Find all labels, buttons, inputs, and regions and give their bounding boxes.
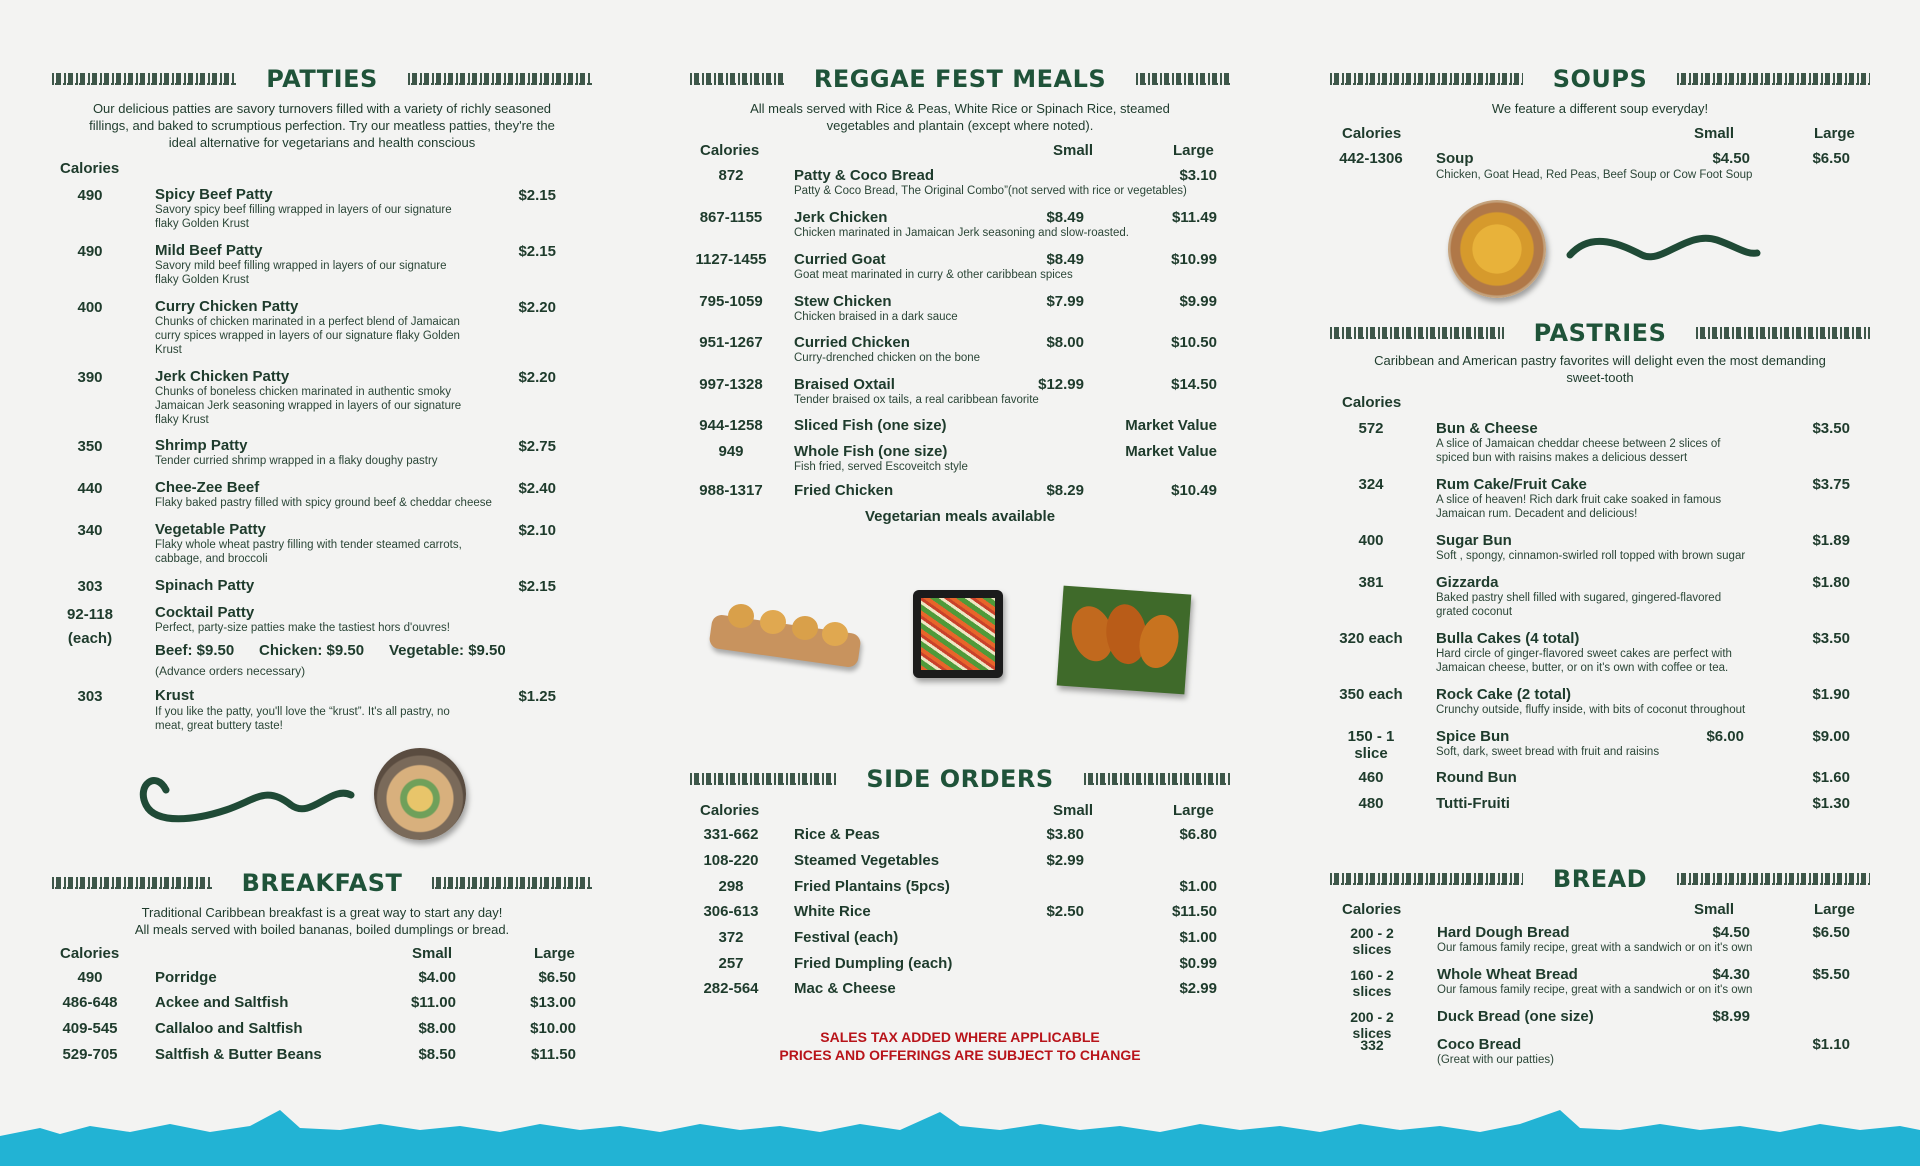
desc-line: curry spices wrapped in layers of our signature flaky Golden <box>155 330 460 342</box>
pattern-divider <box>52 877 212 889</box>
intro-line: ideal alternative for vegetarians and health conscious <box>168 135 476 150</box>
item-small-price: $11.00 <box>410 994 456 1011</box>
item-large-price: $11.49 <box>1171 209 1217 226</box>
reggae-intro <box>690 100 1230 134</box>
item-large-price: Market Value <box>1125 417 1217 434</box>
item-calories: 572 <box>1358 420 1384 437</box>
item-desc: (Great with our patties) <box>1437 1054 1554 1066</box>
item-price: $2.75 <box>518 438 556 455</box>
item-calories: (each) <box>67 630 113 647</box>
item-desc <box>155 385 461 427</box>
item-calories: 490 <box>77 969 103 986</box>
item-price: $2.40 <box>518 480 556 497</box>
item-desc <box>155 203 452 231</box>
item-desc <box>1436 437 1720 465</box>
item-calories: 350 each <box>1339 686 1403 703</box>
footer-grass-decoration <box>0 1106 1920 1166</box>
item-calories: 150 - 1 slice <box>1347 728 1395 762</box>
item-desc: Chicken, Goat Head, Red Peas, Beef Soup or Cow Foot Soup <box>1436 169 1753 181</box>
item-name: Jerk Chicken <box>794 209 888 226</box>
tax-line: PRICES AND OFFERINGS ARE SUBJECT TO CHANGE <box>779 1047 1141 1063</box>
intro-line: Our delicious patties are savory turnovers filled with a variety of richly seasoned <box>92 101 552 116</box>
desc-line: Flaky whole wheat pastry filling with tender steamed carrots, <box>155 539 462 551</box>
item-calories: 320 each <box>1339 630 1403 647</box>
calories-header: Calories <box>700 142 760 159</box>
item-small-price: $4.30 <box>1712 966 1750 983</box>
item-desc: Tender braised ox tails, a real caribbean favorite <box>794 394 1039 406</box>
item-calories: 200 - 2 slices <box>1350 925 1394 957</box>
desc-line: Tender curried shrimp wrapped in a flaky doughy pastry <box>155 455 438 467</box>
item-large-price: $1.30 <box>1812 795 1850 812</box>
item-calories: 331-662 <box>703 826 759 843</box>
soups-intro: We feature a different soup everyday! <box>1491 101 1709 116</box>
small-header: Small <box>1694 901 1735 918</box>
item-large-price: $3.50 <box>1812 420 1850 437</box>
item-name: Krust <box>155 687 195 704</box>
calories-header: Calories <box>700 802 760 819</box>
item-name: Stew Chicken <box>794 293 892 310</box>
item-small-price: $3.80 <box>1046 826 1084 843</box>
item-price: $2.20 <box>518 299 556 316</box>
item-desc <box>155 454 438 468</box>
desc-line: flaky Krust <box>155 414 209 426</box>
desc-line: flaky Golden Krust <box>155 218 249 230</box>
item-price: $2.15 <box>518 187 556 204</box>
intro-line: All meals served with Rice & Peas, White Rice or Spinach Rice, steamed <box>750 101 1170 116</box>
item-name: Shrimp Patty <box>155 437 248 454</box>
item-desc <box>1436 647 1732 675</box>
large-header: Large <box>1173 142 1214 159</box>
desc-line: A slice of Jamaican cheddar cheese between 2 slices of <box>1436 438 1721 450</box>
item-calories: 390 <box>77 369 103 386</box>
item-calories: 490 <box>77 187 103 204</box>
pattern-divider <box>408 73 592 85</box>
desc-line: Baked pastry shell filled with sugared, gingered-flavored <box>1436 592 1722 604</box>
item-name: Spicy Beef Patty <box>155 186 273 203</box>
squiggle-decoration <box>1562 225 1762 275</box>
item-large-price: $11.50 <box>530 1046 576 1063</box>
item-small-price: $8.50 <box>418 1046 456 1063</box>
item-large-price: $1.10 <box>1812 1036 1850 1053</box>
item-calories: 867-1155 <box>699 209 763 226</box>
pattern-divider <box>690 773 836 785</box>
item-name: Fried Dumpling (each) <box>794 955 953 972</box>
intro-line: All meals served with boiled bananas, boiled dumplings or bread. <box>134 922 510 937</box>
patties-intro <box>52 100 592 151</box>
calories-header: Calories <box>1342 125 1402 142</box>
desc-line: Savory mild beef filling wrapped in layers of our signature <box>155 260 447 272</box>
item-desc: Patty & Coco Bread, The Original Combo”(not served with rice or vegetables) <box>794 185 1187 197</box>
intro-line: vegetables and plantain (except where noted). <box>826 118 1094 133</box>
pattern-divider <box>1330 873 1523 885</box>
squiggle-decoration <box>136 760 366 830</box>
small-header: Small <box>1053 802 1094 819</box>
item-calories: 372 <box>718 929 744 946</box>
item-calories: 200 - 2 slices <box>1350 1009 1394 1041</box>
item-large-price: $1.00 <box>1179 878 1217 895</box>
item-name: Duck Bread (one size) <box>1437 1008 1594 1025</box>
item-small-price: $8.99 <box>1712 1008 1750 1025</box>
item-calories: 324 <box>1358 476 1384 493</box>
item-calories: 480 <box>1358 795 1384 812</box>
item-name: Sliced Fish (one size) <box>794 417 947 434</box>
item-desc <box>155 538 462 566</box>
intro-line: fillings, and baked to scrumptious perfection. Try our meatless patties, they're the <box>89 118 555 133</box>
pattern-divider <box>1677 873 1870 885</box>
item-calories: 442-1306 <box>1339 150 1403 167</box>
item-calories: 298 <box>718 878 744 895</box>
item-large-price: $6.50 <box>1812 150 1850 167</box>
item-calories: 997-1328 <box>699 376 763 393</box>
item-small-price: $2.50 <box>1046 903 1084 920</box>
pattern-divider <box>1330 327 1504 339</box>
item-calories: 257 <box>718 955 744 972</box>
item-name: Curry Chicken Patty <box>155 298 299 315</box>
item-calories: 944-1258 <box>699 417 763 434</box>
plantain-leaf-image <box>1057 586 1192 695</box>
section-title: SOUPS <box>1552 65 1648 93</box>
item-name: Rice & Peas <box>794 826 880 843</box>
item-name: Vegetable Patty <box>155 521 266 538</box>
intro-line: sweet-tooth <box>1566 370 1634 385</box>
pastries-header <box>1330 318 1870 348</box>
item-small-price: $6.00 <box>1706 728 1744 745</box>
item-calories: 951-1267 <box>699 334 763 351</box>
breakfast-intro <box>52 904 592 938</box>
item-name: Festival (each) <box>794 929 899 946</box>
desc-line: Chunks of boneless chicken marinated in authentic smoky <box>155 386 451 398</box>
item-calories: 340 <box>77 522 103 539</box>
item-desc <box>155 496 492 510</box>
desc-line: A slice of heaven! Rich dark fruit cake soaked in famous <box>1436 494 1722 506</box>
item-name: Rum Cake/Fruit Cake <box>1436 476 1587 493</box>
tax-line: SALES TAX ADDED WHERE APPLICABLE <box>820 1029 1100 1045</box>
item-calories: 303 <box>77 688 103 705</box>
item-calories: 1127-1455 <box>695 251 767 268</box>
item-desc: Our famous family recipe, great with a sandwich or on it's own <box>1437 942 1753 954</box>
breakfast-header <box>52 868 592 898</box>
item-large-price: $1.00 <box>1179 929 1217 946</box>
festival-tray-image <box>710 596 860 666</box>
item-name: Braised Oxtail <box>794 376 895 393</box>
item-name: Coco Bread <box>1437 1036 1522 1053</box>
item-desc: Our famous family recipe, great with a sandwich or on it's own <box>1437 984 1753 996</box>
item-desc: Fish fried, served Escoveitch style <box>794 461 968 473</box>
calories-header: Calories <box>60 945 120 962</box>
item-name: Round Bun <box>1436 769 1517 786</box>
pattern-divider <box>432 877 592 889</box>
item-large-price: $1.60 <box>1812 769 1850 786</box>
item-name: Chee-Zee Beef <box>155 479 260 496</box>
item-desc <box>1436 591 1721 619</box>
item-calories: 460 <box>1358 769 1384 786</box>
item-desc <box>155 259 446 287</box>
item-large-price: $5.50 <box>1812 966 1850 983</box>
item-price: $2.10 <box>518 522 556 539</box>
item-calories: 160 - 2 slices <box>1350 967 1394 999</box>
item-name: Jerk Chicken Patty <box>155 368 290 385</box>
item-price: $2.15 <box>518 243 556 260</box>
desc-line: meat, great buttery taste! <box>155 720 283 732</box>
pattern-divider <box>52 73 236 85</box>
intro-line: Traditional Caribbean breakfast is a great way to start any day! <box>141 905 503 920</box>
item-calories: 350 <box>77 438 103 455</box>
pattern-divider <box>690 73 784 85</box>
item-name: Mild Beef Patty <box>155 242 263 259</box>
item-desc <box>1436 549 1745 563</box>
item-name: Mac & Cheese <box>794 980 896 997</box>
item-name: Whole Fish (one size) <box>794 443 948 460</box>
section-title: PATTIES <box>266 65 378 93</box>
item-name: Callaloo and Saltfish <box>155 1020 303 1037</box>
item-calories: 92-118 <box>67 606 113 623</box>
item-desc: Curry-drenched chicken on the bone <box>794 352 981 364</box>
item-desc: Chicken marinated in Jamaican Jerk seasoning and slow-roasted. <box>794 227 1129 239</box>
item-calories: 490 <box>77 243 103 260</box>
item-name: Fried Plantains (5pcs) <box>794 878 950 895</box>
item-desc <box>1436 745 1659 759</box>
item-calories: 332 <box>1360 1037 1384 1053</box>
cocktail-option-vegetable: Vegetable: $9.50 <box>389 642 506 659</box>
item-calories: 529-705 <box>62 1046 118 1063</box>
item-calories: 949 <box>718 443 744 460</box>
desc-line: flaky Golden Krust <box>155 274 249 286</box>
item-name: Gizzarda <box>1436 574 1499 591</box>
item-desc <box>155 705 450 733</box>
tax-notice <box>690 1028 1230 1064</box>
small-header: Small <box>1694 125 1735 142</box>
cocktail-option-chicken: Chicken: $9.50 <box>259 642 365 659</box>
soups-header <box>1330 64 1870 94</box>
section-title: SIDE ORDERS <box>866 765 1054 793</box>
item-name: Cocktail Patty <box>155 604 255 621</box>
desc-line: grated coconut <box>1436 606 1513 618</box>
item-calories: 988-1317 <box>699 482 763 499</box>
small-header: Small <box>1053 142 1094 159</box>
item-large-price: $6.50 <box>1812 924 1850 941</box>
item-large-price: $10.50 <box>1171 334 1217 351</box>
item-name: White Rice <box>794 903 871 920</box>
desc-line: Jamaican Jerk seasoning wrapped in layers of our signature <box>155 400 462 412</box>
item-small-price: $7.99 <box>1046 293 1084 310</box>
section-title: PASTRIES <box>1533 319 1667 347</box>
item-name: Fried Chicken <box>794 482 894 499</box>
desc-line: Krust <box>155 344 182 356</box>
reggae-header <box>690 64 1230 94</box>
item-desc: Goat meat marinated in curry & other caribbean spices <box>794 269 1073 281</box>
large-header: Large <box>1814 125 1855 142</box>
item-small-price: $4.50 <box>1712 924 1750 941</box>
item-calories: 108-220 <box>703 852 759 869</box>
item-name: Whole Wheat Bread <box>1437 966 1578 983</box>
item-small-price: $8.29 <box>1046 482 1084 499</box>
item-small-price: $4.50 <box>1712 150 1750 167</box>
item-large-price: $14.50 <box>1171 376 1217 393</box>
item-large-price: $10.99 <box>1171 251 1217 268</box>
pastries-intro <box>1330 352 1870 386</box>
intro-line: Caribbean and American pastry favorites will delight even the most demanding <box>1374 353 1826 368</box>
desc-line: Savory spicy beef filling wrapped in layers of our signature <box>155 204 452 216</box>
item-calories: 795-1059 <box>699 293 763 310</box>
desc-line: Soft, dark, sweet bread with fruit and raisins <box>1436 746 1660 758</box>
item-small-price: $8.00 <box>418 1020 456 1037</box>
salad-bowl-image <box>913 590 1003 678</box>
item-large-price: $10.49 <box>1171 482 1217 499</box>
item-large-price: $0.99 <box>1179 955 1217 972</box>
item-desc: Perfect, party-size patties make the tastiest hors d'ouvres! <box>155 622 450 634</box>
item-large-price: $13.00 <box>530 994 576 1011</box>
vegetarian-note: Vegetarian meals available <box>864 508 1056 525</box>
item-price: $2.15 <box>518 578 556 595</box>
item-calories: 400 <box>77 299 103 316</box>
item-small-price: $8.49 <box>1046 251 1084 268</box>
item-large-price: $10.00 <box>530 1020 576 1037</box>
calories-header: Calories <box>1342 394 1402 411</box>
item-calories: 306-613 <box>703 903 759 920</box>
item-large-price: Market Value <box>1125 443 1217 460</box>
item-calories: 409-545 <box>62 1020 118 1037</box>
calories-header: Calories <box>60 160 120 177</box>
desc-line: Jamaican cheese, butter, or on it's own with coffee or tea. <box>1436 662 1729 674</box>
item-large-price: $2.99 <box>1179 980 1217 997</box>
desc-line: cabbage, and broccoli <box>155 553 268 565</box>
item-small-price: $2.99 <box>1046 852 1084 869</box>
side-orders-header <box>690 764 1230 794</box>
large-header: Large <box>1173 802 1214 819</box>
item-name: Spice Bun <box>1436 728 1510 745</box>
item-name: Bun & Cheese <box>1436 420 1538 437</box>
large-header: Large <box>534 945 575 962</box>
item-desc: Chicken braised in a dark sauce <box>794 311 958 323</box>
section-title: BREAD <box>1552 865 1648 893</box>
desc-line: spiced bun with raisins makes a delicious dessert <box>1436 452 1688 464</box>
calories-header: Calories <box>1342 901 1402 918</box>
item-calories: 872 <box>718 167 744 184</box>
item-large-price: $11.50 <box>1171 903 1217 920</box>
pattern-divider <box>1330 73 1523 85</box>
large-header: Large <box>1814 901 1855 918</box>
patty-plate-image <box>374 748 466 840</box>
item-large-price: $1.80 <box>1812 574 1850 591</box>
desc-line: Flaky baked pastry filled with spicy ground beef & cheddar cheese <box>155 497 492 509</box>
item-small-price: $8.00 <box>1046 334 1084 351</box>
item-name: Hard Dough Bread <box>1437 924 1570 941</box>
pattern-divider <box>1136 73 1230 85</box>
pattern-divider <box>1084 773 1230 785</box>
item-calories: 400 <box>1358 532 1384 549</box>
item-calories: 303 <box>77 578 103 595</box>
item-small-price: $4.00 <box>418 969 456 986</box>
item-name: Porridge <box>155 969 217 986</box>
item-calories: 486-648 <box>62 994 118 1011</box>
item-name: Saltfish & Butter Beans <box>155 1046 322 1063</box>
item-name: Tutti-Fruiti <box>1436 795 1510 812</box>
item-price: $2.20 <box>518 369 556 386</box>
item-calories: 381 <box>1358 574 1384 591</box>
item-small-price: $12.99 <box>1038 376 1084 393</box>
item-large-price: $9.00 <box>1812 728 1850 745</box>
item-name: Patty & Coco Bread <box>794 167 935 184</box>
item-calories: 440 <box>77 480 103 497</box>
desc-line: If you like the patty, you'll love the “krust”. It's all pastry, no <box>155 706 450 718</box>
item-desc <box>1436 493 1721 521</box>
section-title: REGGAE FEST MEALS <box>813 65 1107 93</box>
section-title: BREAKFAST <box>241 869 403 897</box>
item-name: Sugar Bun <box>1436 532 1512 549</box>
item-name: Spinach Patty <box>155 577 255 594</box>
item-large-price: $3.10 <box>1179 167 1217 184</box>
item-large-price: $1.90 <box>1812 686 1850 703</box>
item-name: Ackee and Saltfish <box>155 994 289 1011</box>
desc-line: Chunks of chicken marinated in a perfect blend of Jamaican <box>155 316 460 328</box>
item-name: Rock Cake (2 total) <box>1436 686 1572 703</box>
item-large-price: $6.50 <box>538 969 576 986</box>
patties-header <box>52 64 592 94</box>
pattern-divider <box>1696 327 1870 339</box>
desc-line: Hard circle of ginger-flavored sweet cakes are perfect with <box>1436 648 1732 660</box>
item-large-price: $9.99 <box>1179 293 1217 310</box>
item-large-price: $3.75 <box>1812 476 1850 493</box>
item-name: Steamed Vegetables <box>794 852 940 869</box>
item-large-price: $1.89 <box>1812 532 1850 549</box>
small-header: Small <box>412 945 453 962</box>
item-calories: 282-564 <box>703 980 759 997</box>
item-price: $1.25 <box>518 688 556 705</box>
item-desc <box>155 315 460 357</box>
desc-line: Soft , spongy, cinnamon-swirled roll topped with brown sugar <box>1436 550 1746 562</box>
desc-line: Crunchy outside, fluffy inside, with bits of coconut throughout <box>1436 704 1746 716</box>
cocktail-note: (Advance orders necessary) <box>155 664 306 678</box>
item-large-price: $6.80 <box>1179 826 1217 843</box>
item-name: Soup <box>1436 150 1474 167</box>
cocktail-option-beef: Beef: $9.50 <box>155 642 235 659</box>
desc-line: Jamaican rum. Decadent and delicious! <box>1436 508 1638 520</box>
item-large-price: $3.50 <box>1812 630 1850 647</box>
bread-header <box>1330 864 1870 894</box>
item-name: Bulla Cakes (4 total) <box>1436 630 1580 647</box>
item-small-price: $8.49 <box>1046 209 1084 226</box>
soup-bowl-image <box>1448 200 1546 298</box>
item-desc <box>1436 703 1745 717</box>
item-name: Curried Goat <box>794 251 886 268</box>
item-name: Curried Chicken <box>794 334 910 351</box>
pattern-divider <box>1677 73 1870 85</box>
